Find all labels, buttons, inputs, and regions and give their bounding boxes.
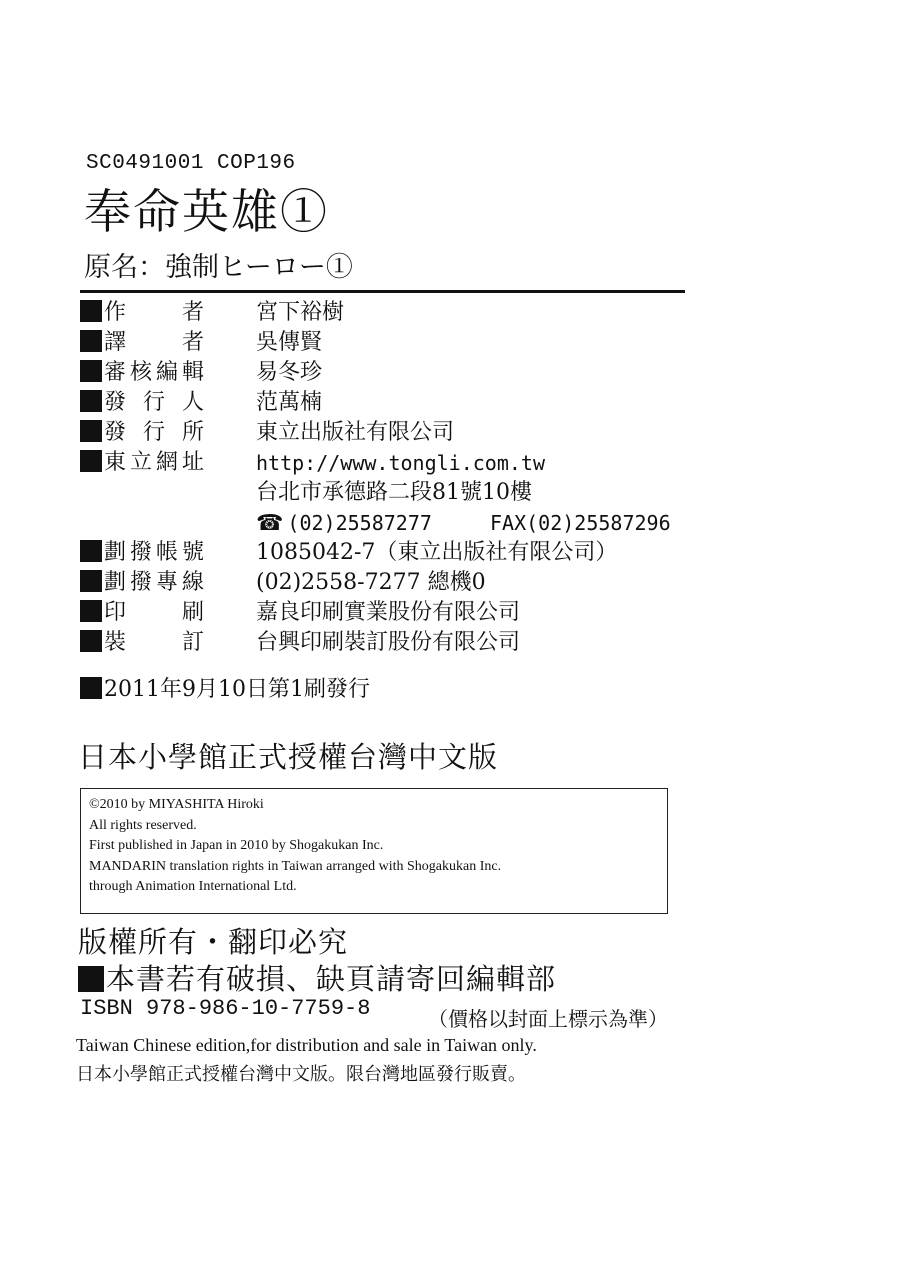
telephone-icon: ☎ bbox=[256, 511, 284, 536]
credit-label: 發 行 人 bbox=[104, 390, 204, 415]
bullet-square-icon bbox=[78, 966, 104, 992]
credit-row-printer bbox=[80, 598, 690, 628]
credit-value: 東立出版社有限公司 bbox=[256, 420, 455, 445]
credit-label: 裝 訂 bbox=[104, 630, 204, 655]
phone-number: (02)25587277 bbox=[287, 511, 432, 535]
credit-value: 1085042-7（東立出版社有限公司） bbox=[256, 540, 618, 565]
credit-row-hotline bbox=[80, 568, 690, 598]
credit-value: (02)2558-7277 總機0 bbox=[256, 570, 486, 595]
credit-label: 作 者 bbox=[104, 300, 204, 325]
bullet-square-icon bbox=[80, 600, 102, 622]
credit-value: 范萬楠 bbox=[256, 390, 323, 415]
bullet-square-icon bbox=[80, 360, 102, 382]
copyright-line: ©2010 by MIYASHITA Hiroki bbox=[89, 797, 264, 812]
bullet-square-icon bbox=[80, 300, 102, 322]
credit-value: 吳傳賢 bbox=[256, 330, 323, 355]
credit-row-author bbox=[80, 298, 690, 328]
copyright-line: First published in Japan in 2010 by Shogakukan Inc. bbox=[89, 838, 384, 853]
original-title: 原名：強制ヒーロー① bbox=[84, 252, 353, 283]
contact-row bbox=[80, 508, 690, 538]
credit-row-binder bbox=[80, 628, 690, 658]
bullet-square-icon bbox=[80, 630, 102, 652]
credit-row-website bbox=[80, 448, 690, 478]
title-divider bbox=[80, 290, 685, 293]
website-url: http://www.tongli.com.tw bbox=[256, 451, 545, 475]
print-date-text: 2011年9月10日第1刷發行 bbox=[104, 677, 370, 702]
credit-row-publishing-house bbox=[80, 418, 690, 448]
print-date bbox=[80, 675, 370, 705]
bullet-square-icon bbox=[80, 390, 102, 412]
license-statement: 日本小學館正式授權台灣中文版 bbox=[78, 740, 499, 774]
copyright-line: through Animation International Ltd. bbox=[89, 879, 297, 894]
credit-value: 台興印刷裝訂股份有限公司 bbox=[256, 630, 521, 655]
bullet-square-icon bbox=[80, 677, 102, 699]
credit-row-account bbox=[80, 538, 690, 568]
credit-value: 易冬珍 bbox=[256, 360, 323, 385]
address-row bbox=[80, 478, 690, 508]
credit-label: 劃撥帳號 bbox=[104, 540, 204, 565]
credit-row-editor bbox=[80, 358, 690, 388]
credit-label: 譯 者 bbox=[104, 330, 204, 355]
address: 台北市承德路二段81號10樓 bbox=[256, 480, 532, 505]
copyright-line: MANDARIN translation rights in Taiwan arranged with Shogakukan Inc. bbox=[89, 858, 502, 874]
credit-row-publisher bbox=[80, 388, 690, 418]
bullet-square-icon bbox=[80, 540, 102, 562]
copyright-line: All rights reserved. bbox=[89, 817, 197, 833]
credit-label: 東立網址 bbox=[104, 450, 204, 475]
edition-note: Taiwan Chinese edition,for distribution and sale in Taiwan only. bbox=[76, 1035, 537, 1055]
credit-value: 宮下裕樹 bbox=[256, 300, 345, 325]
bullet-square-icon bbox=[80, 420, 102, 442]
credit-label: 審核編輯 bbox=[104, 360, 204, 385]
bullet-square-icon bbox=[80, 330, 102, 352]
rights-reserved: 版權所有・翻印必究 bbox=[78, 925, 349, 959]
book-title: 奉命英雄① bbox=[84, 185, 329, 240]
price-note: （價格以封面上標示為準） bbox=[428, 1007, 668, 1031]
damaged-notice bbox=[78, 957, 556, 998]
credit-label: 發 行 所 bbox=[104, 420, 204, 445]
distribution-limit-note: 日本小學館正式授權台灣中文版。限台灣地區發行販賣。 bbox=[76, 1064, 526, 1085]
credit-value: 嘉良印刷實業股份有限公司 bbox=[256, 600, 521, 625]
isbn: ISBN 978-986-10-7759-8 bbox=[80, 996, 371, 1021]
catalog-codes: SC0491001 COP196 bbox=[86, 152, 296, 175]
copyright-box bbox=[80, 788, 668, 914]
credit-label: 劃撥專線 bbox=[104, 570, 204, 595]
credit-label: 印 刷 bbox=[104, 600, 204, 625]
fax-number: FAX(02)25587296 bbox=[490, 511, 671, 535]
credit-row-translator bbox=[80, 328, 690, 358]
bullet-square-icon bbox=[80, 450, 102, 472]
bullet-square-icon bbox=[80, 570, 102, 592]
credits-list bbox=[80, 298, 690, 658]
damaged-notice-text: 本書若有破損、缺頁請寄回編輯部 bbox=[106, 962, 557, 996]
